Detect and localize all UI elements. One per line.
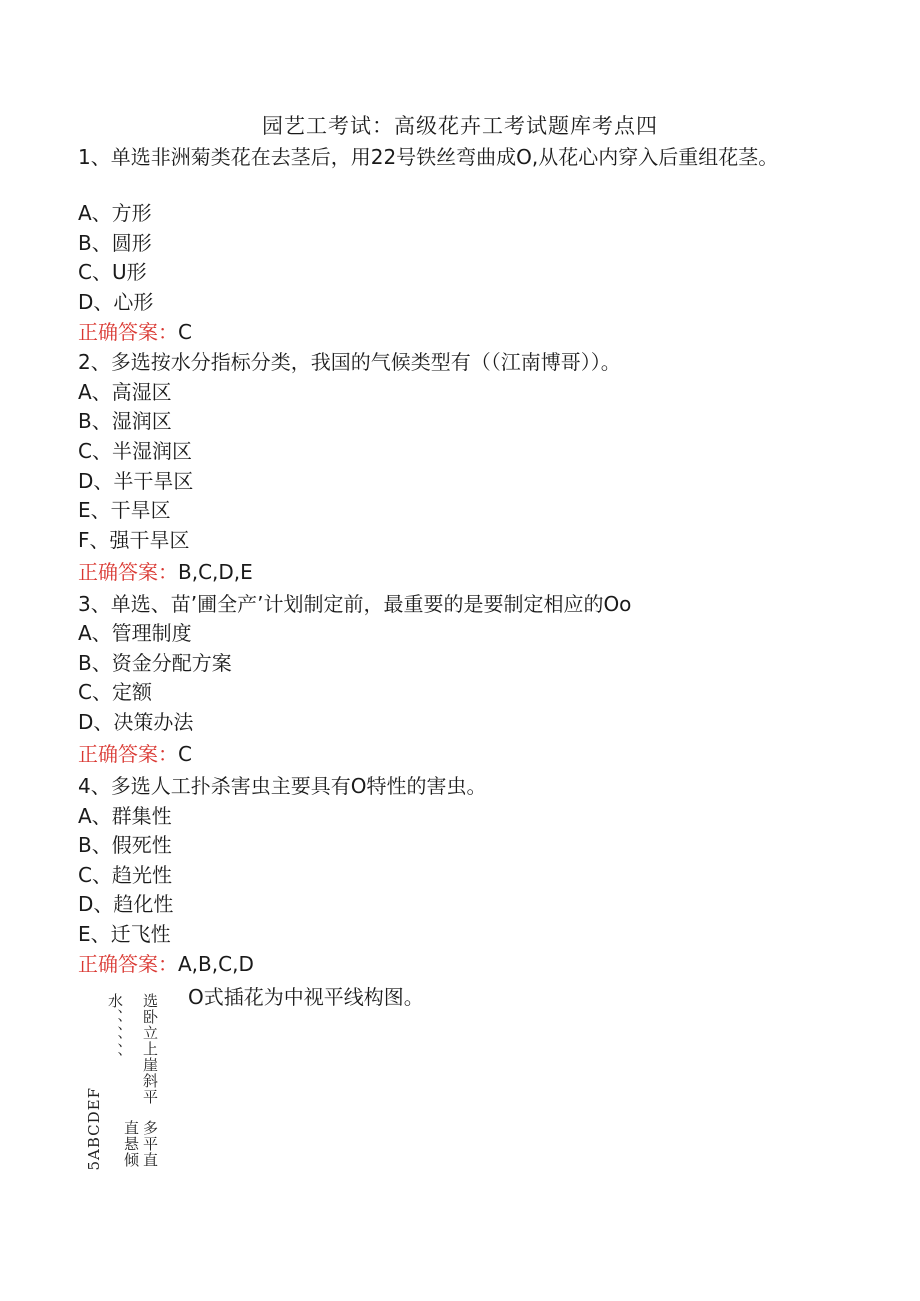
question-1-option-d: D、心形 xyxy=(78,290,154,314)
question-4-option-e: E、迁飞性 xyxy=(78,922,171,946)
answer-label: 正确答案： xyxy=(78,742,178,766)
answer-value: A,B,C,D xyxy=(178,952,254,976)
question-5-stem-tail: O式插花为中视平线构图。 xyxy=(188,985,424,1009)
question-3-answer xyxy=(78,739,192,769)
question-1-stem: 1、单选非洲菊类花在去茎后，用22号铁丝弯曲成O,从花心内穿入后重组花茎。 xyxy=(78,145,779,169)
question-2-option-b: B、湿润区 xyxy=(78,409,172,433)
question-1-option-c: C、U形 xyxy=(78,260,147,284)
question-4-answer xyxy=(78,949,254,979)
question-3-option-a: A、管理制度 xyxy=(78,621,192,645)
question-3-stem: 3、单选、苗’圃全产’计划制定前，最重要的是要制定相应的Oo xyxy=(78,592,632,616)
question-4-option-c: C、趋光性 xyxy=(78,863,172,887)
question-4-stem: 4、多选人工扑杀害虫主要具有O特性的害虫。 xyxy=(78,774,487,798)
answer-value: B,C,D,E xyxy=(178,560,253,584)
question-5-vertical-column-3: 多平直 xyxy=(141,1120,159,1168)
question-5-vertical-column-2: 水、、、、、、 xyxy=(106,993,124,1068)
answer-label: 正确答案： xyxy=(78,560,178,584)
question-1-option-a: A、方形 xyxy=(78,201,152,225)
answer-label: 正确答案： xyxy=(78,320,178,344)
question-1-answer xyxy=(78,317,192,347)
question-2-answer xyxy=(78,557,253,587)
question-2-stem: 2、多选按水分指标分类，我国的气候类型有（（江南博哥））。 xyxy=(78,350,621,374)
question-2-option-c: C、半湿润区 xyxy=(78,439,192,463)
question-3-option-b: B、资金分配方案 xyxy=(78,651,232,675)
page-title: 园艺工考试：高级花卉工考试题库考点四 xyxy=(262,114,658,138)
question-4-option-a: A、群集性 xyxy=(78,804,172,828)
question-3-option-c: C、定额 xyxy=(78,680,152,704)
question-2-option-f: F、强干旱区 xyxy=(78,528,190,552)
question-4-option-d: D、趋化性 xyxy=(78,892,174,916)
question-1-option-b: B、圆形 xyxy=(78,231,152,255)
question-5-vertical-column-1: 选卧立上崖斜平 xyxy=(141,993,159,1105)
answer-value: C xyxy=(178,320,192,344)
question-3-option-d: D、决策办法 xyxy=(78,710,194,734)
question-2-option-e: E、干旱区 xyxy=(78,498,171,522)
question-2-option-d: D、半干旱区 xyxy=(78,469,194,493)
answer-label: 正确答案： xyxy=(78,952,178,976)
question-5-vertical-column-4: 直悬倾 xyxy=(122,1120,140,1168)
question-4-option-b: B、假死性 xyxy=(78,833,172,857)
answer-value: C xyxy=(178,742,192,766)
question-2-option-a: A、高湿区 xyxy=(78,380,172,404)
question-5-vertical-column-5: 5ABCDEF xyxy=(85,1087,103,1171)
